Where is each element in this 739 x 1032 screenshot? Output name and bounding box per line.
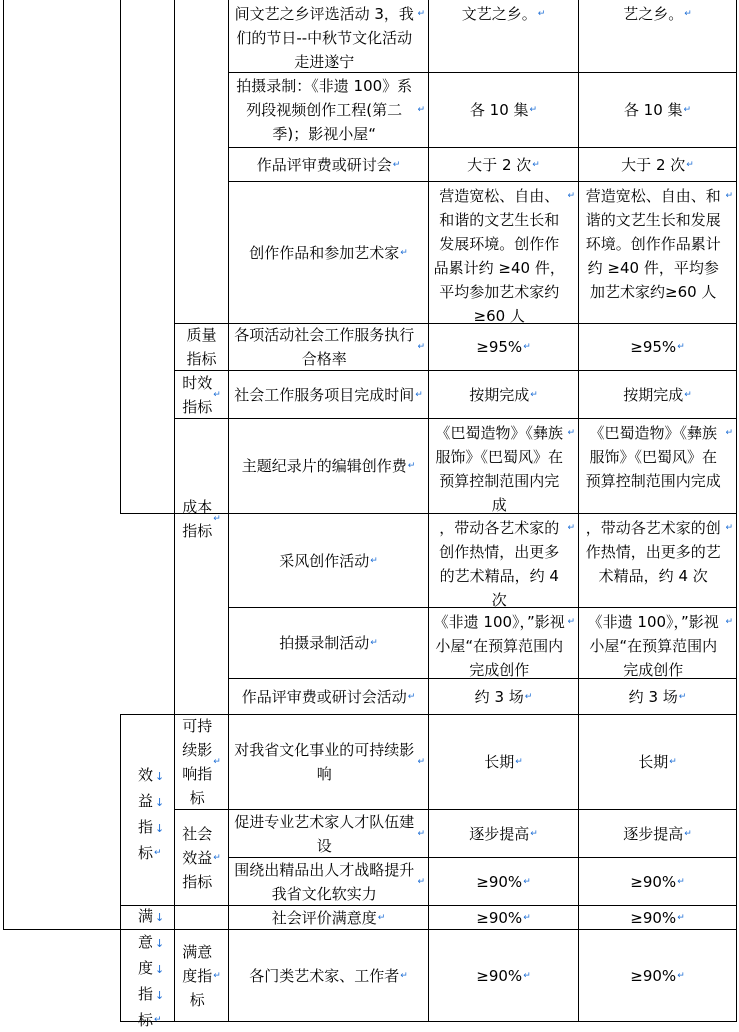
plan-value-cell: 《非遗 100》，”影视小屋“在预算范围内完成创作 ↵: [433, 613, 575, 679]
plan-value-cell: 各 10 集 ↵: [469, 101, 538, 119]
actual-value-cell: 《巴蜀造物》《彝族服饰》《巴蜀风》在预算控制范围内完成 ↵: [585, 424, 733, 490]
plan-value-cell: 约 3 场 ↵: [474, 687, 533, 706]
plan-value-cell: ，带动各艺术家的创作热情，出更多的艺术精品，约 4 次 ↵: [439, 519, 575, 609]
cost-indicator-label: 成本 指标 ↵: [182, 498, 221, 540]
actual-value-cell: ≥90% ↵: [630, 872, 685, 891]
actual-value-cell: 《非遗 100》，”影视小屋“在预算范围内完成创作 ↵: [587, 613, 733, 679]
benefit-indicator-label: 效 ↓ 益 ↓ 指 ↓ 标↵: [138, 766, 165, 862]
item-cell: 对我省文化事业的可持续影响 ↵: [234, 741, 425, 783]
sustainability-indicator-label: 可持 续影 响指 标 ↵: [182, 717, 221, 807]
item-cell: 拍摄录制活动 ↵: [279, 634, 378, 652]
actual-value-cell: 约 3 场 ↵: [628, 687, 687, 706]
item-cell: 各门类艺术家、工作者 ↵: [249, 966, 408, 985]
item-cell: 社会工作服务项目完成时间 ↵: [234, 385, 423, 404]
item-cell: 各项活动社会工作服务执行合格率 ↵: [234, 326, 425, 368]
item-cell: 作品评审费或研讨会 ↵: [256, 155, 401, 174]
quality-indicator-label: 质量 指标: [186, 326, 217, 368]
plan-value-cell: 《巴蜀造物》《彝族服饰》《巴蜀风》在预算控制范围内完成 ↵: [435, 424, 575, 514]
plan-value-cell: ≥95% ↵: [476, 338, 531, 356]
item-cell: 主题纪录片的编辑创作费 ↵: [241, 457, 416, 475]
item-cell: 创作作品和参加艺术家 ↵: [249, 243, 408, 262]
plan-value-cell: ≥90% ↵: [476, 908, 531, 927]
actual-value-cell: ≥95% ↵: [630, 338, 685, 356]
plan-value-cell: 按期完成 ↵: [469, 385, 538, 404]
actual-value-cell: 营造宽松、自由、和谐的文艺生长和发展环境。创作作品累计约 ≥40 件，平均参加艺术家约≥60 人 ↵: [585, 187, 733, 301]
item-cell: 社会评价满意度 ↵: [271, 908, 386, 927]
timeliness-indicator-label: 时效 指标 ↵: [182, 373, 221, 416]
actual-value-cell: 长期 ↵: [638, 753, 677, 771]
actual-value-cell: ≥90% ↵: [630, 966, 685, 985]
plan-value-cell: 大于 2 次 ↵: [467, 155, 540, 174]
actual-value-cell: 艺之乡。 ↵: [623, 5, 692, 23]
social-benefit-indicator-label: 社会 效益 指标 ↵: [182, 824, 221, 891]
item-cell: 促进专业艺术家人才队伍建设 ↵: [234, 812, 425, 855]
item-cell: 作品评审费或研讨会活动 ↵: [241, 687, 416, 706]
satisfaction-sub-label: 满意 度指 标 ↵: [182, 942, 221, 1009]
actual-value-cell: ≥90% ↵: [630, 908, 685, 927]
item-cell: 间文艺之乡评选活动 3，我们的节日--中秋节文化活动走进遂宁 ↵: [234, 5, 425, 71]
plan-value-cell: ≥90% ↵: [476, 872, 531, 891]
plan-value-cell: 逐步提高 ↵: [469, 824, 538, 843]
item-cell: 采风创作活动 ↵: [279, 551, 378, 570]
actual-value-cell: 按期完成 ↵: [623, 385, 692, 404]
actual-value-cell: 各 10 集 ↵: [623, 101, 692, 119]
actual-value-cell: 逐步提高 ↵: [623, 824, 692, 843]
actual-value-cell: ，带动各艺术家的创作热情，出更多的艺术精品，约 4 次 ↵: [585, 519, 733, 585]
plan-value-cell: 文艺之乡。 ↵: [461, 5, 546, 23]
satisfaction-indicator-label: 满 ↓ 意 ↓ 度 ↓ 指 ↓ 标↵: [138, 907, 165, 1029]
item-cell: 拍摄录制：《非遗 100》系列段视频创作工程(第二季)；影视小屋“ ↵: [236, 77, 425, 143]
actual-value-cell: 大于 2 次 ↵: [621, 155, 694, 174]
item-cell: 围绕出精品出人才战略提升我省文化软实力 ↵: [234, 860, 425, 903]
plan-value-cell: ≥90% ↵: [476, 966, 531, 985]
plan-value-cell: 长期 ↵: [484, 753, 523, 771]
plan-value-cell: 营造宽松、自由、和谐的文艺生长和发展环境。创作作品累计约 ≥40 件，平均参加艺术家约≥60 人 ↵: [433, 187, 575, 325]
